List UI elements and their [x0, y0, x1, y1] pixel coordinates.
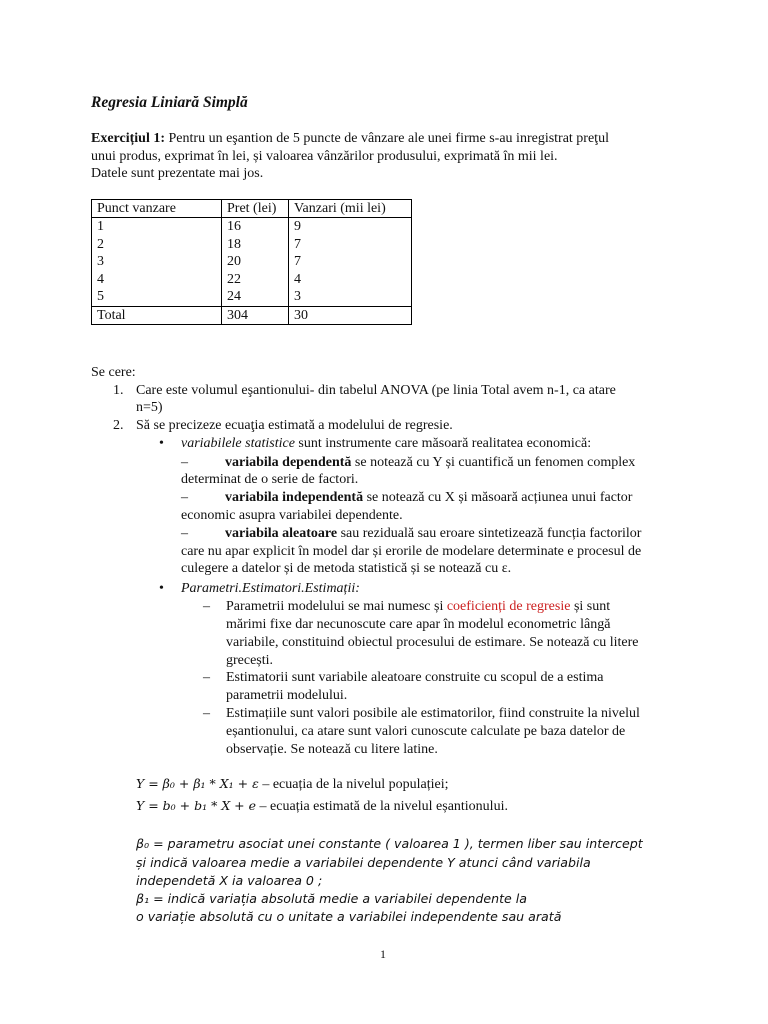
table-column-vanzari: [289, 218, 412, 307]
table-header-cell: Punct vanzare: [92, 200, 222, 218]
dash-icon: –: [181, 490, 188, 505]
variabila-aleatoare-line-1: – variabila aleatoare sau reziduală sau eroare sintetizează funcția factorilor: [181, 526, 642, 541]
bullet-1-text: variabilele statistice sunt instrumente care măsoară realitatea economică:: [181, 436, 592, 451]
variabila-dependenta-line-1: – variabila dependentă se notează cu Y și cuantifică un fenomen complex: [181, 455, 636, 470]
page-title: Regresia Liniară Simplă: [91, 94, 248, 111]
parametri-line-1: Parametrii modelului se mai numesc și coeficienți de regresie și sunt: [226, 599, 611, 614]
table-cell: 5: [97, 289, 104, 304]
table-cell: 7: [294, 254, 301, 269]
page-number: 1: [380, 947, 386, 961]
table-cell: 30: [289, 306, 412, 324]
question-1-line-2: n=5): [136, 400, 163, 415]
table-cell: 20: [227, 254, 241, 269]
table-cell: 18: [227, 236, 241, 252]
table-column-pret: [222, 218, 289, 307]
table-column-punct: [92, 218, 222, 307]
se-cere: Se cere:: [91, 365, 136, 380]
question-2-line-1: Să se precizeze ecuaţia estimată a modelului de regresie.: [136, 418, 453, 433]
beta0-definition-line-1: β₀ = parametru asociat unei constante ( valoarea 1 ), termen liber sau intercept: [136, 836, 643, 851]
exercise-label: Exercițiul 1:: [91, 131, 166, 146]
intro-line-1: Exercițiul 1: Pentru un eşantion de 5 puncte de vânzare ale unei firme s-au inregistrat preţul: [91, 131, 609, 146]
table-cell: 16: [227, 219, 241, 234]
intro-line-2: unui produs, exprimat în lei, și valoarea vânzărilor produsului, exprimată în mii lei.: [91, 149, 558, 164]
variabila-dependenta-line-2: determinat de o serie de factori.: [181, 472, 359, 487]
table-total-row: [92, 306, 412, 324]
intro-line-3: Datele sunt prezentate mai jos.: [91, 166, 264, 181]
variabila-independenta-line-2: economic asupra variabilei dependente.: [181, 508, 403, 523]
estimatii-line-2: eșantionului, ca atare sunt valori cunoscute calculate pe baza datelor de: [226, 724, 626, 739]
estimatii-line-1: Estimațiile sunt valori posibile ale estimatorilor, fiind construite la nivelul: [226, 706, 640, 721]
bullet-icon: •: [159, 436, 164, 451]
equation-sample: Y = b₀ + b₁ * X + e – ecuația estimată de la nivelul eșantionului.: [136, 798, 508, 814]
table-cell: 24: [227, 289, 241, 304]
table-cell: 304: [222, 306, 289, 324]
table-header-row: [92, 200, 412, 218]
dash-icon: –: [203, 706, 210, 721]
table-header-cell: Vanzari (mii lei): [289, 200, 412, 218]
dash-icon: –: [181, 455, 188, 470]
parametri-line-2: mărimi fixe dar necunoscute care apar în modelul econometric lângă: [226, 617, 611, 632]
beta1-definition-line-2: o variație absolută cu o unitate a variabilei independente sau arată: [136, 909, 562, 924]
equation-formula: Y = β₀ + β₁ * X₁ + ε: [136, 776, 259, 791]
table-cell: 4: [294, 271, 301, 287]
question-2-number: 2.: [113, 418, 124, 433]
table-cell: 1: [97, 219, 104, 234]
table-header-cell: Pret (lei): [222, 200, 289, 218]
dash-icon: –: [203, 670, 210, 685]
table-cell: 3: [97, 254, 104, 269]
question-1-number: 1.: [113, 383, 124, 398]
table-cell: 3: [294, 289, 301, 304]
parametri-line-4: grecești.: [226, 653, 274, 668]
beta0-definition-line-2: și indică valoarea medie a variabilei dependente Y atunci când variabila: [136, 855, 591, 870]
table-cell: 2: [97, 236, 104, 252]
table-cell: 4: [97, 271, 104, 287]
table-cell: 7: [294, 236, 301, 252]
coeficienti-de-regresie: coeficienți de regresie: [446, 599, 571, 614]
question-1-line-1: Care este volumul eşantionului- din tabelul ANOVA (pe linia Total avem n-1, ca atare: [136, 383, 616, 398]
table-body-rows: [92, 218, 412, 307]
bullet-icon: •: [159, 581, 164, 596]
table-cell: Total: [92, 306, 222, 324]
parametri-line-3: variabile, constituind obiectul procesului de estimare. Se notează cu litere: [226, 635, 639, 650]
variabila-independenta-line-1: – variabila independentă se notează cu X și măsoară acțiunea unui factor: [181, 490, 633, 505]
table-cell: 22: [227, 271, 241, 287]
estimatii-line-3: observație. Se notează cu litere latine.: [226, 742, 438, 757]
bullet-2-text: Parametri.Estimatori.Estimații:: [181, 581, 360, 596]
variabila-aleatoare-line-3: culegere a datelor și de metoda statistică și se notează cu ε.: [181, 561, 512, 576]
estimatori-line-2: parametrii modelului.: [226, 688, 348, 703]
beta0-definition-line-3: independetă X ia valoarea 0 ;: [136, 873, 323, 888]
dash-icon: –: [181, 526, 188, 541]
estimatori-line-1: Estimatorii sunt variabile aleatoare construite cu scopul de a estima: [226, 670, 604, 685]
equation-population: Y = β₀ + β₁ * X₁ + ε – ecuația de la nivelul populației;: [136, 776, 449, 792]
beta1-definition-line-1: β₁ = indică variația absolută medie a variabilei dependente la: [136, 891, 527, 906]
dash-icon: –: [203, 599, 210, 614]
variabila-aleatoare-line-2: care nu apar explicit în model dar și erorile de modelare determinate e procesul de: [181, 544, 642, 559]
table-cell: 9: [294, 219, 301, 234]
data-table: [91, 199, 412, 325]
equation-formula: Y = b₀ + b₁ * X + e: [136, 798, 257, 813]
